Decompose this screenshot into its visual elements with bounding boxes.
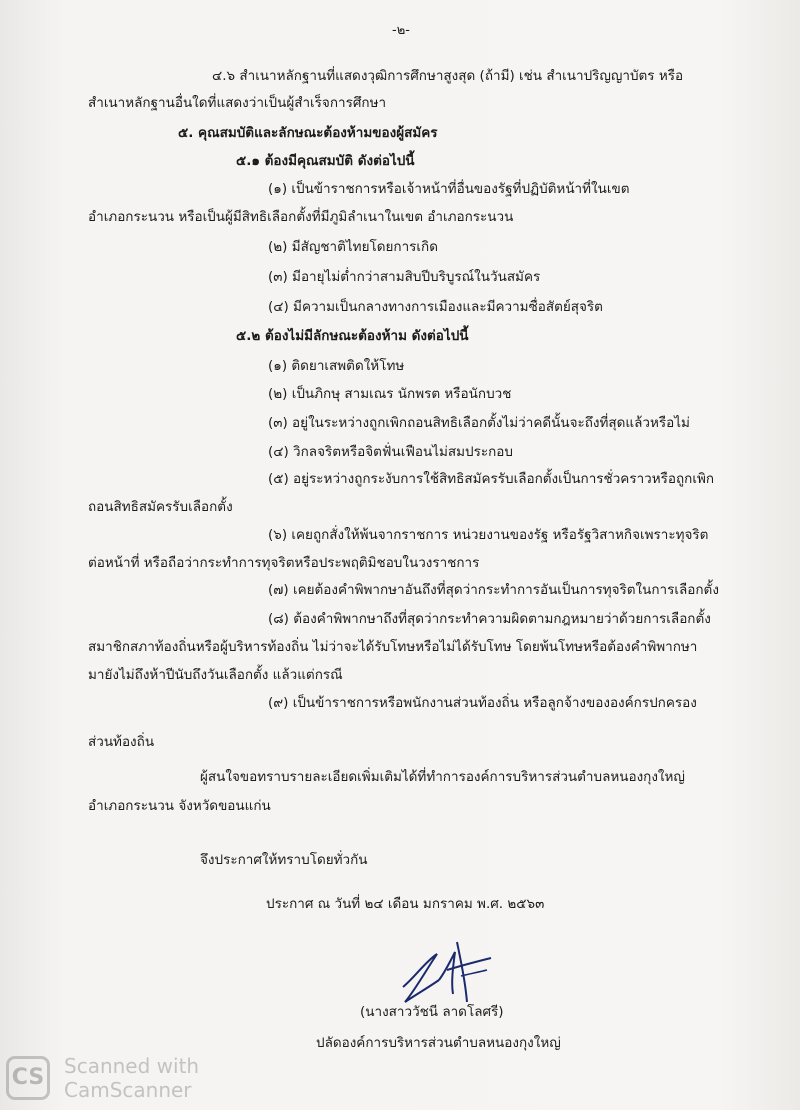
qualification-1-line-2: อำเภอกระนวน หรือเป็นผู้มีสิทธิเลือกตั้งที่มีภูมิลำเนาในเขต อำเภอกระนวน [88, 209, 514, 225]
contact-line-1: ผู้สนใจขอทราบรายละเอียดเพิ่มเติมได้ที่ทำการองค์การบริหารส่วนตำบลหนองกุงใหญ่ [200, 769, 685, 785]
prohibition-6-line-1: (๖) เคยถูกสั่งให้พ้นจากราชการ หน่วยงานของรัฐ หรือรัฐวิสาหกิจเพราะทุจริต [268, 527, 709, 543]
signer-name: (นางสาววัชนี ลาดโลศรี) [360, 1004, 504, 1020]
qualification-1-line-1: (๑) เป็นข้าราชการหรือเจ้าหน้าที่อื่นของรัฐที่ปฏิบัติหน้าที่ในเขต [268, 181, 630, 197]
section-5-heading: ๕. คุณสมบัติและลักษณะต้องห้ามของผู้สมัคร [178, 125, 438, 141]
watermark-line-1: Scanned with [64, 1054, 200, 1078]
prohibition-8-line-3: มายังไม่ถึงห้าปีนับถึงวันเลือกตั้ง แล้วแต่กรณี [88, 667, 343, 683]
watermark-line-2: CamScanner [64, 1078, 192, 1102]
prohibition-5-line-2: ถอนสิทธิสมัครรับเลือกตั้ง [88, 499, 233, 515]
prohibition-6-line-2: ต่อหน้าที่ หรือถือว่ากระทำการทุจริตหรือประพฤติมิชอบในวงราชการ [88, 555, 480, 571]
item-4-6-line-1: ๔.๖ สำเนาหลักฐานที่แสดงวุฒิการศึกษาสูงสุด (ถ้ามี) เช่น สำเนาปริญญาบัตร หรือ [212, 68, 684, 84]
signer-position: ปลัดองค์การบริหารส่วนตำบลหนองกุงใหญ่ [316, 1035, 561, 1051]
prohibition-9-line-2: ส่วนท้องถิ่น [88, 734, 155, 750]
qualification-3: (๓) มีอายุไม่ต่ำกว่าสามสิบปีบริบูรณ์ในวันสมัคร [268, 269, 541, 285]
prohibition-7: (๗) เคยต้องคำพิพากษาอันถึงที่สุดว่ากระทำการอันเป็นการทุจริตในการเลือกตั้ง [268, 582, 719, 598]
item-4-6-line-2: สำเนาหลักฐานอื่นใดที่แสดงว่าเป็นผู้สำเร็จการศึกษา [88, 95, 387, 111]
prohibition-9-line-1: (๙) เป็นข้าราชการหรือพนักงานส่วนท้องถิ่น หรือลูกจ้างขององค์กรปกครอง [268, 695, 697, 711]
prohibition-8-line-2: สมาชิกสภาท้องถิ่นหรือผู้บริหารท้องถิ่น ไม่ว่าจะได้รับโทษหรือไม่ได้รับโทษ โดยพ้นโทษหรือต้องคำพิพากษา [88, 639, 698, 655]
subsection-5-2-heading: ๕.๒ ต้องไม่มีลักษณะต้องห้าม ดังต่อไปนี้ [236, 328, 469, 344]
handwritten-signature-icon [395, 932, 505, 1012]
page-number: -๒- [392, 23, 410, 38]
contact-line-2: อำเภอกระนวน จังหวัดขอนแก่น [88, 798, 271, 814]
prohibition-3: (๓) อยู่ในระหว่างถูกเพิกถอนสิทธิเลือกตั้งไม่ว่าคดีนั้นจะถึงที่สุดแล้วหรือไม่ [268, 415, 690, 431]
qualification-2: (๒) มีสัญชาติไทยโดยการเกิด [268, 239, 438, 255]
qualification-4: (๔) มีความเป็นกลางทางการเมืองและมีความซื่อสัตย์สุจริต [268, 299, 603, 315]
subsection-5-1-heading: ๕.๑ ต้องมีคุณสมบัติ ดังต่อไปนี้ [236, 153, 415, 169]
camscanner-watermark [6, 1053, 206, 1105]
prohibition-5-line-1: (๕) อยู่ระหว่างถูกระงับการใช้สิทธิสมัครรับเลือกตั้งเป็นการชั่วคราวหรือถูกเพิก [268, 471, 715, 487]
prohibition-2: (๒) เป็นภิกษุ สามเณร นักพรต หรือนักบวช [268, 386, 512, 402]
prohibition-1: (๑) ติดยาเสพติดให้โทษ [268, 358, 405, 374]
announcement-date: ประกาศ ณ วันที่ ๒๔ เดือน มกราคม พ.ศ. ๒๕๖๓ [266, 896, 545, 912]
prohibition-4: (๔) วิกลจริตหรือจิตฟั่นเฟือนไม่สมประกอบ [268, 444, 513, 460]
announcement-closing: จึงประกาศให้ทราบโดยทั่วกัน [200, 852, 368, 868]
camscanner-logo-icon: CS [6, 1056, 50, 1100]
prohibition-8-line-1: (๘) ต้องคำพิพากษาถึงที่สุดว่ากระทำความผิดตามกฎหมายว่าด้วยการเลือกตั้ง [268, 611, 711, 627]
